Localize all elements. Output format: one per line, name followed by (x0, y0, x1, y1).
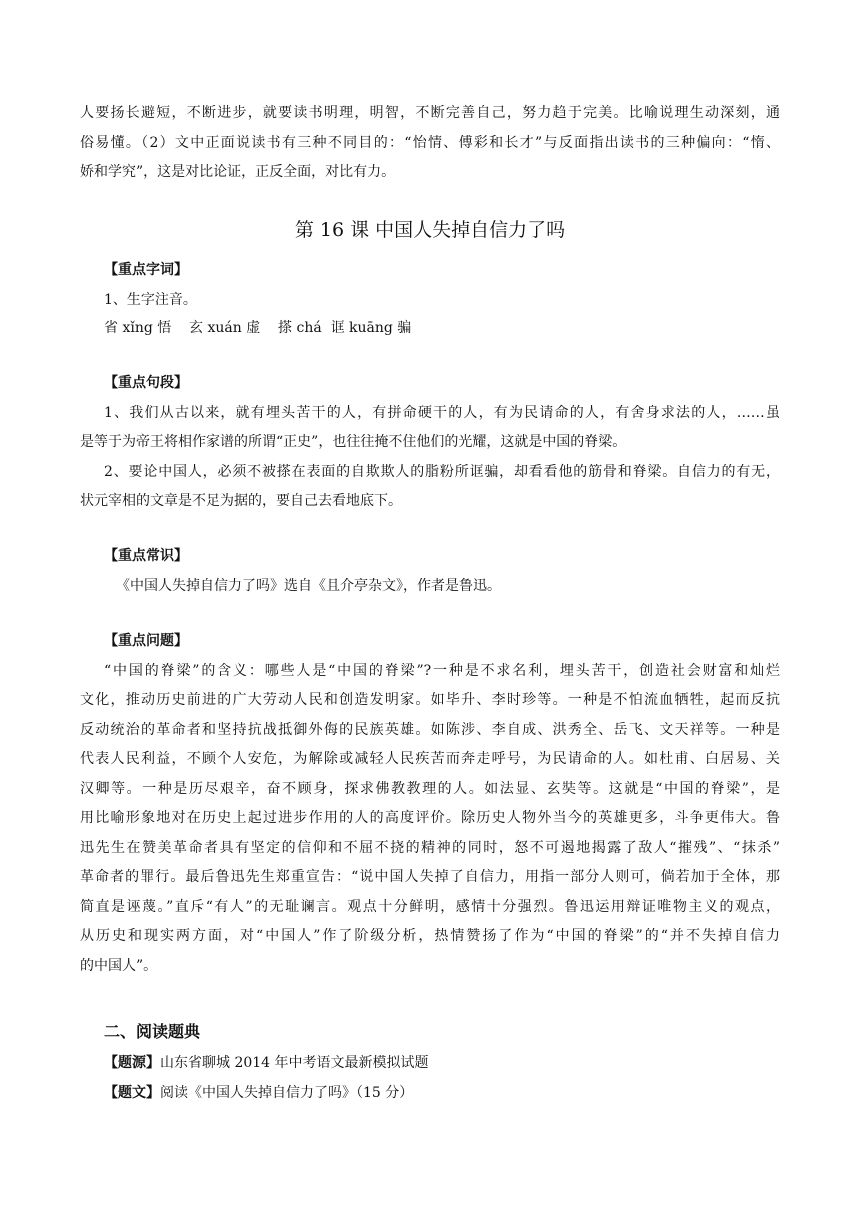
pinyin-line: 省 xǐng 悟 玄 xuán 虚 搽 chá 诓 kuāng 骗 (104, 320, 412, 336)
question-line: “中国的脊梁”的含义：哪些人是“中国的脊梁”?一种是不求名利，埋头苦干，创造社会财富和灿烂 (104, 663, 780, 679)
sentence-line: 2、要论中国人，必须不被搽在表面的自欺欺人的脂粉所诓骗，却看看他的筋骨和脊梁。自信力的有无， (104, 464, 780, 480)
knowledge-heading: 【重点常识】 (104, 548, 188, 564)
intro-line: 俗易懂。（2）文中正面说读书有三种不同目的：“怡情、傅彩和长才”与反面指出读书的三种偏向：“惰、 (80, 135, 780, 151)
source-line (104, 1053, 429, 1073)
sentence-line: 1、我们从古以来，就有埋头苦干的人，有拼命硬干的人，有为民请命的人，有舍身求法的人，……虽 (104, 405, 780, 421)
intro-line: 娇和学究”，这是对比论证，正反全面，对比有力。 (80, 164, 396, 180)
question-line: 从历史和现实两方面，对“中国人”作了阶级分析，热情赞扬了作为“中国的脊梁”的“并不失掉自信力 (80, 928, 780, 944)
knowledge-text: 《中国人失掉自信力了吗》选自《且介亭杂文》，作者是鲁迅。 (116, 578, 501, 594)
sentence-line: 状元宰相的文章是不足为据的，要自己去看地底下。 (80, 493, 402, 509)
source-text: 山东省聊城 2014 年中考语文最新模拟试题 (160, 1055, 429, 1071)
question-line: 革命者的罪行。最后鲁迅先生郑重宣告：“说中国人失掉了自信力，用指一部分人则可，倘若加于全体，那 (80, 869, 780, 885)
vocab-heading: 【重点字词】 (104, 262, 188, 278)
section-heading: 二、阅读题典 (104, 1022, 201, 1041)
question-text-line (104, 1083, 413, 1103)
lesson-title: 第 16 课 中国人失掉自信力了吗 (294, 219, 566, 241)
question-line: 汉卿等。一种是历尽艰辛，奋不顾身，探求佛教教理的人。如法显、玄奘等。这就是“中国的脊梁”，是 (80, 781, 780, 797)
vocab-item: 1、生字注音。 (104, 292, 197, 308)
questions-heading: 【重点问题】 (104, 633, 188, 649)
question-line: 迅先生在赞美革命者具有坚定的信仰和不屈不挠的精神的同时，怒不可遏地揭露了敌人“摧残”、“抹杀” (80, 840, 780, 856)
question-line: 代表人民利益，不顾个人安危，为解除或减轻人民疾苦而奔走呼号，为民请命的人。如杜甫、白居易、关 (80, 751, 780, 767)
intro-line: 人要扬长避短，不断进步，就要读书明理，明智，不断完善自己，努力趋于完美。比喻说理生动深刻，通 (80, 105, 780, 121)
question-line: 反动统治的革命者和坚持抗战抵御外侮的民族英雄。如陈涉、李自成、洪秀全、岳飞、文天祥等。一种是 (80, 722, 780, 738)
question-text: 阅读《中国人失掉自信力了吗》（15 分） (160, 1085, 414, 1101)
question-line: 用比喻形象地对在历史上起过进步作用的人的高度评价。除历史人物外当今的英雄更多，斗争更伟大。鲁 (80, 810, 780, 826)
question-line: 文化，推动历史前进的广大劳动人民和创造发明家。如毕升、李时珍等。一种是不怕流血牺牲，起而反抗 (80, 692, 780, 708)
question-line: 简直是诬蔑。”直斥“有人”的无耻谰言。观点十分鲜明，感情十分强烈。鲁迅运用辩证唯物主义的观点， (80, 899, 780, 915)
sentence-line: 是等于为帝王将相作家谱的所谓“正史”，也往往掩不住他们的光耀，这就是中国的脊梁。 (80, 434, 627, 450)
source-label: 【题源】 (104, 1055, 160, 1071)
sentences-heading: 【重点句段】 (104, 375, 188, 391)
question-text-label: 【题文】 (104, 1085, 160, 1101)
question-line: 的中国人”。 (80, 958, 158, 974)
